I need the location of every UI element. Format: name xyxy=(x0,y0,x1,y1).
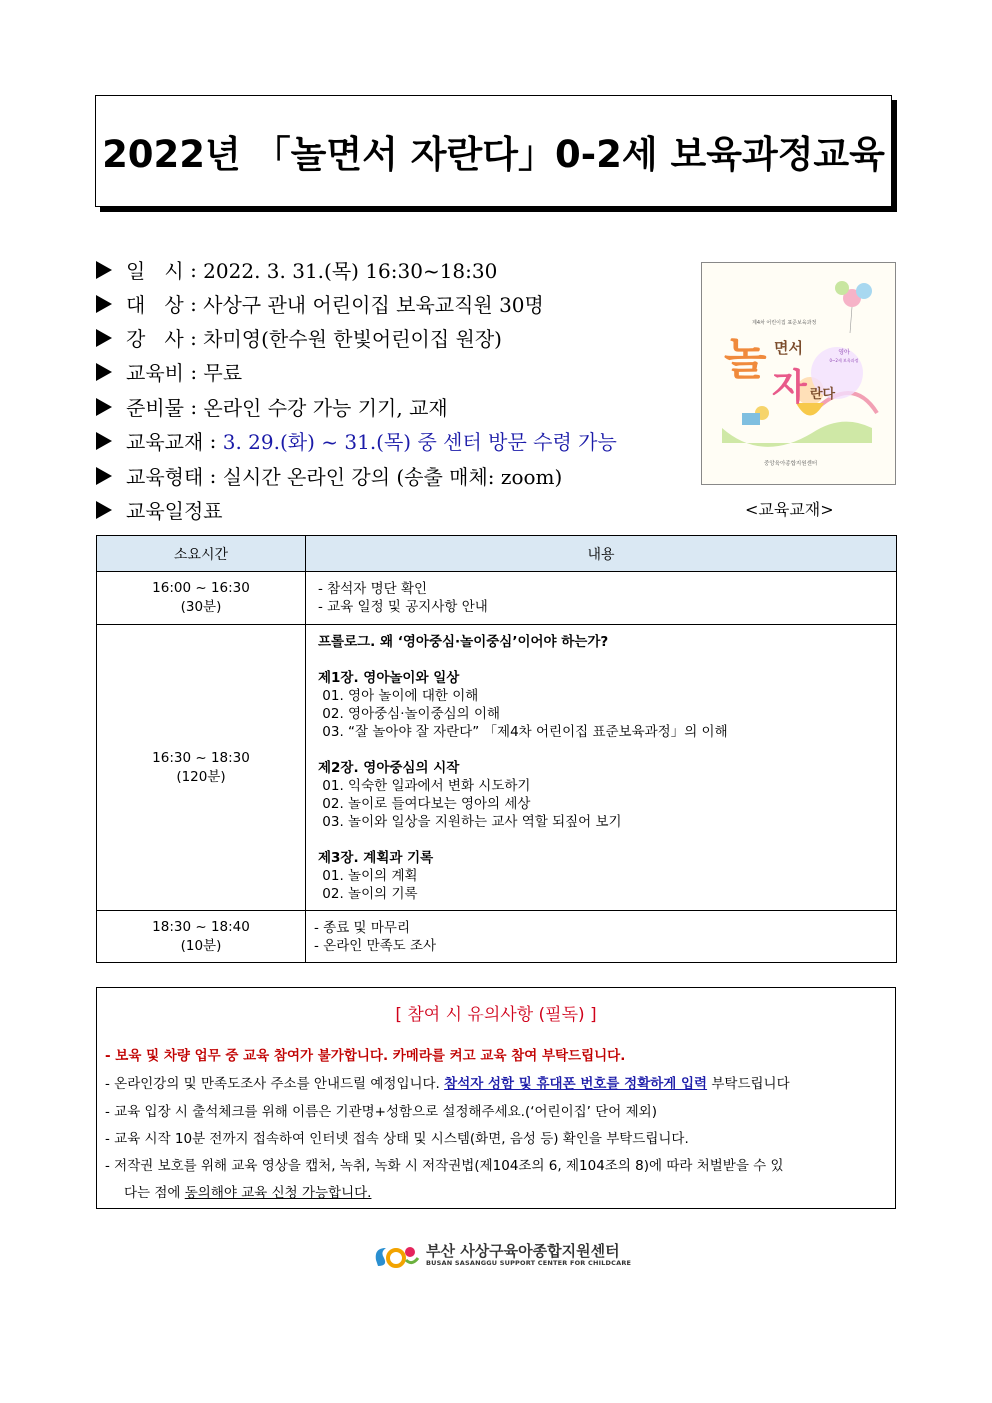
triangle-arrow-icon xyxy=(96,467,112,485)
info-label: 교육형태 xyxy=(126,465,204,489)
notice-line xyxy=(105,1072,790,1092)
triangle-arrow-icon xyxy=(96,432,112,450)
info-sep: : xyxy=(183,325,204,350)
info-sep: : xyxy=(183,394,204,419)
info-label: 교육교재 xyxy=(126,430,204,454)
time-cell xyxy=(97,572,306,625)
header-time: 소요시간 xyxy=(97,536,306,572)
notice-line: - 교육 시작 10분 전까지 접속하여 인터넷 접속 상태 및 시스템(화면, 음성 등) 확인을 부탁드립니다. xyxy=(105,1131,689,1147)
info-value: 차미영(한수원 한빛어린이집 원장) xyxy=(203,327,502,351)
content-line: - 참석자 명단 확인 xyxy=(318,581,428,597)
content-line: - 종료 및 마무리 xyxy=(314,919,410,936)
info-value: 실시간 온라인 강의 (송출 매체: zoom) xyxy=(222,465,563,489)
book-title-char: 자 xyxy=(772,367,807,408)
triangle-arrow-icon xyxy=(96,398,112,416)
book-publisher: 중앙육아종합지원센터 xyxy=(764,461,818,467)
book-small-title: 제4차 어린이집 표준보육과정 xyxy=(752,320,817,326)
notice-line: - 교육 입장 시 출석체크를 위해 이름은 기관명+성함으로 설정해주세요.(‘어린이집’ 단어 제외) xyxy=(105,1104,657,1120)
table-header-row xyxy=(97,536,897,572)
info-materials xyxy=(96,392,448,421)
book-badge-line: 0~2세 보육과정 xyxy=(829,358,859,363)
chapter-item: 02. 영아중심·놀이중심의 이해 xyxy=(318,705,501,722)
info-label: 강 사 xyxy=(126,327,184,351)
content-line: - 교육 일정 및 공지사항 안내 xyxy=(318,599,488,615)
content-cell xyxy=(306,911,897,963)
notice-text: 다는 점에 xyxy=(124,1185,185,1201)
info-textbook xyxy=(96,426,617,455)
chapter-item: 03. “잘 놀아야 잘 자란다” 「제4차 어린이집 표준보육과정」의 이해 xyxy=(318,723,728,740)
notice-line xyxy=(124,1181,371,1201)
info-label: 준비물 xyxy=(126,396,184,420)
info-label: 교육일정표 xyxy=(126,499,223,523)
time-range: 18:30 ~ 18:40 xyxy=(152,918,250,935)
chapter-item: 01. 영아 놀이에 대한 이해 xyxy=(318,687,479,704)
book-badge-line: 영아 xyxy=(838,349,850,356)
info-value: 3. 29.(화) ~ 31.(목) 중 센터 방문 수령 가능 xyxy=(222,430,617,454)
info-schedule xyxy=(96,495,223,524)
title-box xyxy=(95,95,892,207)
info-value: 온라인 수강 가능 기기, 교재 xyxy=(203,396,448,420)
info-label: 일 시 xyxy=(126,259,184,283)
notice-text: 부탁드립니다 xyxy=(707,1076,790,1092)
page-title: 2022년 「놀면서 자란다」0-2세 보육과정교육 xyxy=(102,133,885,176)
table-row xyxy=(97,911,897,963)
info-sep: : xyxy=(183,257,204,282)
info-sep: : xyxy=(183,291,204,316)
info-lecturer xyxy=(96,323,502,352)
info-sep: : xyxy=(203,463,223,488)
chapter-item: 01. 놀이의 계획 xyxy=(318,867,418,884)
book-title-char: 란다 xyxy=(810,387,836,402)
center-logo-icon xyxy=(372,1240,422,1270)
triangle-arrow-icon xyxy=(96,261,112,279)
textbook-caption: <교육교재> xyxy=(745,500,834,519)
notice-line: - 보육 및 차량 업무 중 교육 참여가 불가합니다. 카메라를 켜고 교육 참여 부탁드립니다. xyxy=(105,1048,626,1064)
content-cell xyxy=(306,572,897,625)
info-value: 2022. 3. 31.(목) 16:30~18:30 xyxy=(203,259,498,283)
time-cell xyxy=(97,911,306,963)
info-sep: : xyxy=(183,359,204,384)
chapter-item: 01. 익숙한 일과에서 변화 시도하기 xyxy=(318,777,531,794)
footer-center-name: 부산 사상구육아종합지원센터 xyxy=(426,1242,620,1260)
info-sep: : xyxy=(203,428,223,453)
book-badge xyxy=(824,349,864,365)
info-format xyxy=(96,461,562,490)
info-label: 교육비 xyxy=(126,361,184,385)
triangle-arrow-icon xyxy=(96,295,112,313)
footer-center-english: BUSAN SASANGGU SUPPORT CENTER FOR CHILDCARE xyxy=(426,1259,632,1267)
time-range: 16:00 ~ 16:30 xyxy=(152,580,250,596)
notice-line: - 저작권 보호를 위해 교육 영상을 캡처, 녹취, 녹화 시 저작권법(제104조의 6, 제104조의 8)에 따라 처벌받을 수 있 xyxy=(105,1158,784,1174)
triangle-arrow-icon xyxy=(96,501,112,519)
chapter-item: 03. 놀이와 일상을 지원하는 교사 역할 되짚어 보기 xyxy=(318,813,622,830)
chapter-item: 02. 놀이의 기록 xyxy=(318,885,418,902)
duration: (30분) xyxy=(180,599,222,615)
info-target xyxy=(96,289,544,318)
notice-text: - 온라인강의 및 만족도조사 주소를 안내드릴 예정입니다. xyxy=(105,1076,445,1092)
time-cell xyxy=(97,625,306,911)
notice-emphasis: 참석자 성함 및 휴대폰 번호를 정확하게 입력 xyxy=(444,1076,708,1092)
info-fee xyxy=(96,357,242,386)
table-row xyxy=(97,625,897,911)
duration: (120분) xyxy=(176,768,226,785)
triangle-arrow-icon xyxy=(96,363,112,381)
triangle-arrow-icon xyxy=(96,329,112,347)
chapter-item: 02. 놀이로 들여다보는 영아의 세상 xyxy=(318,795,531,812)
info-date xyxy=(96,255,497,284)
book-title-char: 면서 xyxy=(774,339,803,357)
table-row xyxy=(97,572,897,625)
notice-title: [ 참여 시 유의사항 (필독) ] xyxy=(395,1005,597,1025)
prologue: 프롤로그. 왜 ‘영아중심·놀이중심’이어야 하는가? xyxy=(318,633,609,650)
textbook-cover-image xyxy=(701,262,896,485)
duration: (10분) xyxy=(180,937,222,954)
footer-logo xyxy=(372,1240,631,1270)
info-label: 대 상 xyxy=(126,293,184,317)
info-value: 사상구 관내 어린이집 보육교직원 30명 xyxy=(203,293,544,317)
notice-emphasis: 동의해야 교육 신청 가능합니다. xyxy=(184,1185,372,1201)
notice-box xyxy=(96,987,896,1209)
chapter-title: 제1장. 영아놀이와 일상 xyxy=(318,669,460,686)
time-range: 16:30 ~ 18:30 xyxy=(152,749,250,766)
info-value: 무료 xyxy=(203,361,243,385)
book-title-char: 놀 xyxy=(724,334,767,385)
chapter-title: 제2장. 영아중심의 시작 xyxy=(318,759,460,776)
header-content: 내용 xyxy=(306,536,897,572)
content-line: - 온라인 만족도 조사 xyxy=(314,937,437,954)
chapter-title: 제3장. 계획과 기록 xyxy=(318,849,434,866)
content-cell xyxy=(306,625,897,911)
schedule-table xyxy=(96,535,897,963)
